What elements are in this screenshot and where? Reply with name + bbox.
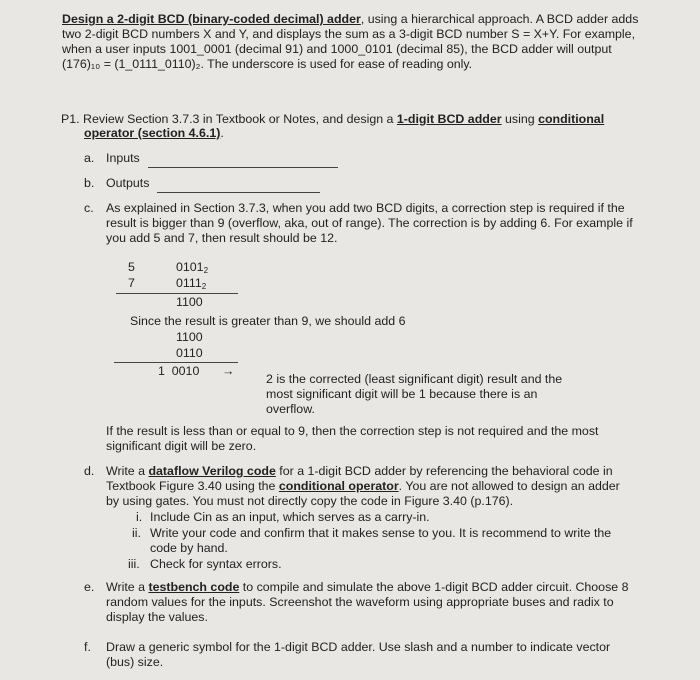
d-ii-text-1: Write your code and confirm that it makes sense to you. It is recommend to write the	[150, 526, 612, 540]
p1-line-2: operator (section 4.6.1).	[84, 126, 224, 140]
ex-sum: 1100	[176, 295, 203, 309]
ex-dec-2: 7	[128, 276, 135, 290]
intro-line-2: two 2-digit BCD numbers X and Y, and displays the sum as a 3-digit BCD number S = X+Y. For example,	[62, 27, 636, 41]
ex-bin-1: $0101_2$	[176, 260, 209, 275]
corr-val-1: 1100	[176, 330, 203, 344]
e-line-1: Write a testbench code to compile and simulate the above 1-digit BCD adder circuit. Choose 8	[106, 580, 629, 594]
c-tail-2: significant digit will be zero.	[106, 439, 257, 453]
intro-line-1: Design a 2-digit BCD (binary-coded decimal) adder, using a hierarchical approach. A BCD adder adds	[62, 12, 639, 26]
f-line-1: Draw a generic symbol for the 1-digit BCD adder. Use slash and a number to indicate vector	[106, 640, 611, 654]
outputs-answer-line	[157, 192, 320, 193]
e-line-2: random values for the inputs. Screenshot the waveform using appropriate buses and radix to	[106, 595, 614, 609]
corr-line	[114, 362, 238, 363]
note-line-3: overflow.	[266, 402, 315, 416]
d-conditional-link: conditional operator	[278, 479, 399, 493]
d-line-2: Textbook Figure 3.40 using the conditional operator. You are not allowed to design an adder	[106, 479, 620, 493]
d-line-1: Write a dataflow Verilog code for a 1-digit BCD adder by referencing the behavioral code in	[106, 464, 613, 478]
c-line-1: As explained in Section 3.7.3, when you add two BCD digits, a correction step is required if the	[106, 201, 625, 215]
d-ii-marker: ii.	[132, 526, 141, 540]
item-b: b. Outputs	[84, 176, 150, 190]
d-i-text: Include Cin as an input, which serves as a carry-in.	[150, 510, 430, 524]
c-line-2: result is bigger than 9 (overflow, aka, out of range). The correction is by adding 6. For example if	[106, 216, 633, 230]
p1-bcd-link: 1-digit BCD adder	[396, 112, 502, 126]
outputs-label: Outputs	[106, 176, 150, 190]
note-line-1: 2 is the corrected (least significant digit) result and the	[266, 372, 563, 386]
item-e-marker: e.	[84, 580, 95, 594]
d-iii-marker: iii.	[128, 557, 140, 571]
e-testbench-link: testbench code	[148, 580, 240, 594]
item-c-marker: c.	[84, 201, 94, 215]
f-line-2: (bus) size.	[106, 655, 164, 669]
c-line-3: you add 5 and 7, then result should be 12.	[106, 231, 338, 245]
arrow-icon: →	[222, 364, 235, 378]
ex-dec-1: 5	[128, 260, 135, 274]
intro-title: Design a 2-digit BCD (binary-coded decimal) adder	[62, 12, 361, 26]
inputs-label: Inputs	[106, 151, 140, 165]
d-ii-text-2: code by hand.	[150, 541, 228, 555]
item-f-marker: f.	[84, 640, 91, 654]
note-line-2: most significant digit will be 1 because there is an	[266, 387, 538, 401]
corr-result: 1 0010	[158, 364, 200, 378]
corr-val-2: 0110	[176, 346, 203, 360]
p1-operator-link: operator (section 4.6.1)	[84, 126, 221, 140]
e-line-3: display the values.	[106, 610, 208, 624]
since-text: Since the result is greater than 9, we should add 6	[130, 314, 406, 328]
inputs-answer-line	[148, 167, 338, 168]
ex-bin-2: $0111_2$	[176, 276, 207, 291]
intro-line-3: when a user inputs 1001_0001 (decimal 91) and 1000_0101 (decimal 85), the BCD adder will output	[62, 42, 612, 56]
d-dataflow-link: dataflow Verilog code	[148, 464, 276, 478]
ex-sum-line	[116, 293, 238, 294]
c-tail-1: If the result is less than or equal to 9, then the correction step is not required and the most	[106, 424, 599, 438]
d-iii-text: Check for syntax errors.	[150, 557, 282, 571]
d-line-3: by using gates. You must not directly copy the code in Figure 3.40 (p.176).	[106, 494, 514, 508]
d-i-marker: i.	[136, 510, 143, 524]
item-a: a. Inputs	[84, 151, 140, 165]
intro-line-4: (176)₁₀ = (1_0111_0110)₂. The underscore is used for ease of reading only.	[62, 57, 473, 71]
p1-line-1: P1. Review Section 3.7.3 in Textbook or Notes, and design a 1-digit BCD adder using conditional	[61, 112, 605, 126]
item-d-marker: d.	[84, 464, 95, 478]
